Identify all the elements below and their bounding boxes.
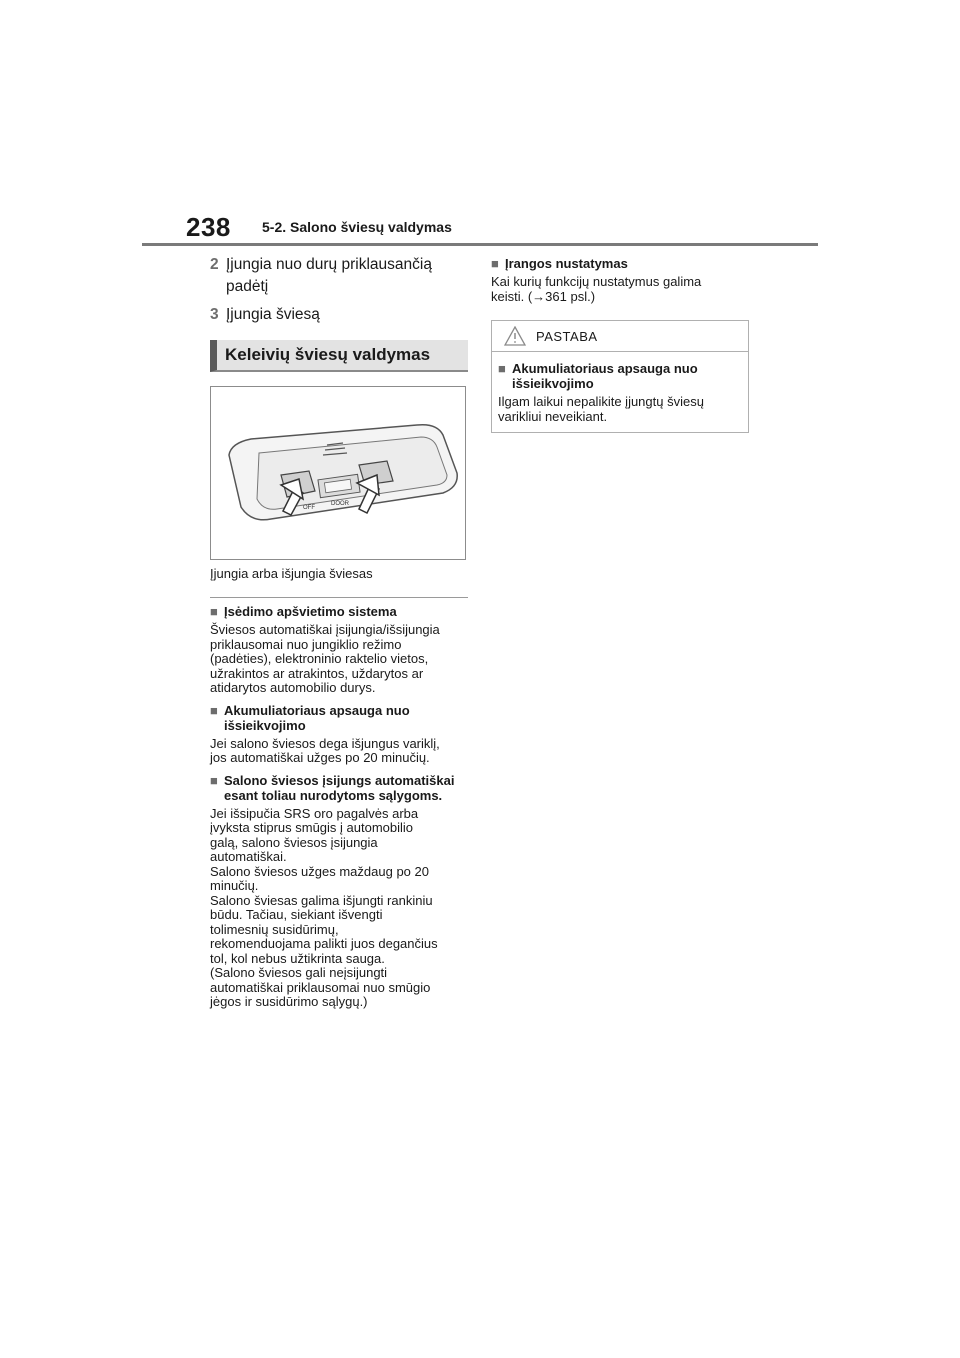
square-bullet-icon: ■ <box>210 604 218 619</box>
info-block-battery-saver <box>210 703 468 766</box>
door-label: DOOR <box>331 501 349 507</box>
step-2 <box>210 254 468 298</box>
square-bullet-icon: ■ <box>210 702 218 718</box>
warning-triangle-icon <box>504 326 526 346</box>
notice-title-text: Akumuliatoriaus apsauga nuo išsieikvojimo <box>512 361 698 391</box>
section-divider <box>210 597 468 598</box>
block-text: Jei išsipučia SRS oro pagalvės arba įvyksta stiprus smūgis į automobilio galą, salono šviesos įsijungia automatiškai. Salono šviesos užges maždaug po 20 minučių. Salono šviesas galima išjungti rankiniu būdu. Tačiau, siekiant išvengti tolimesnių susidūrimų, rekomenduojama palikti juos degančius tol, kol nebus užtikrinta sauga. (Salono šviesos gali neįsijungti automatiškai priklausomai nuo smūgio jėgos ir susidūrimo sąlygų.) <box>210 805 438 1009</box>
block-title <box>210 604 468 619</box>
right-column <box>491 254 751 433</box>
notice-text: Ilgam laikui nepalikite įjungtų šviesų varikliui neveikiant. <box>498 394 704 424</box>
section-header: 5-2. Salono šviesų valdymas <box>262 219 452 235</box>
off-label: OFF <box>303 505 315 511</box>
section-title <box>210 340 468 372</box>
block-title-text: Įsėdimo apšvietimo sistema <box>224 604 397 619</box>
info-block-entry-lighting <box>210 604 468 696</box>
block-text: Šviesos automatiškai įsijungia/išsijungia priklausomai nuo jungiklio režimo (padėties), elektroninio raktelio vietos, užrakintos ar atrakintos, uždarytos ar atidarytos automobilio durys. <box>210 622 440 695</box>
block-title-text: Įrangos nustatymas <box>505 256 628 271</box>
overhead-console-illustration <box>210 386 466 560</box>
step-text: Įjungia šviesą <box>226 306 320 323</box>
block-title <box>210 703 468 733</box>
notice-label: PASTABA <box>536 328 598 344</box>
header-divider <box>142 243 818 246</box>
notice-header <box>492 321 748 352</box>
left-column <box>210 254 468 1017</box>
square-bullet-icon: ■ <box>210 772 218 788</box>
step-number: 2 <box>210 256 219 273</box>
block-title-text: Salono šviesos įsijungs automatiškai esant toliau nurodytoms sąlygoms. <box>224 772 455 803</box>
notice-body <box>492 352 748 432</box>
square-bullet-icon: ■ <box>498 361 506 376</box>
block-text: Kai kurių funkcijų nustatymus galima keisti. (→361 psl.) <box>491 274 702 304</box>
step-number: 3 <box>210 306 219 323</box>
page-number: 238 <box>186 212 231 242</box>
section-title-text: Keleivių šviesų valdymas <box>225 345 431 364</box>
square-bullet-icon: ■ <box>491 256 499 271</box>
block-title-text: Akumuliatoriaus apsauga nuo išsieikvojimo <box>224 702 410 733</box>
block-text: Jei salono šviesos dega išjungus variklį, jos automatiškai užges po 20 minučių. <box>210 735 440 765</box>
figure-caption: Įjungia arba išjungia šviesas <box>210 566 373 581</box>
step-text: Įjungia nuo durų priklausančią padėtį <box>226 256 432 295</box>
step-3 <box>210 304 468 326</box>
console-drawing <box>211 387 465 559</box>
info-block-automatic-on <box>210 773 468 1010</box>
info-block-customization <box>491 256 751 304</box>
notice-title <box>498 361 742 391</box>
block-title <box>491 256 751 271</box>
block-title <box>210 773 468 803</box>
notice-box <box>491 320 749 433</box>
